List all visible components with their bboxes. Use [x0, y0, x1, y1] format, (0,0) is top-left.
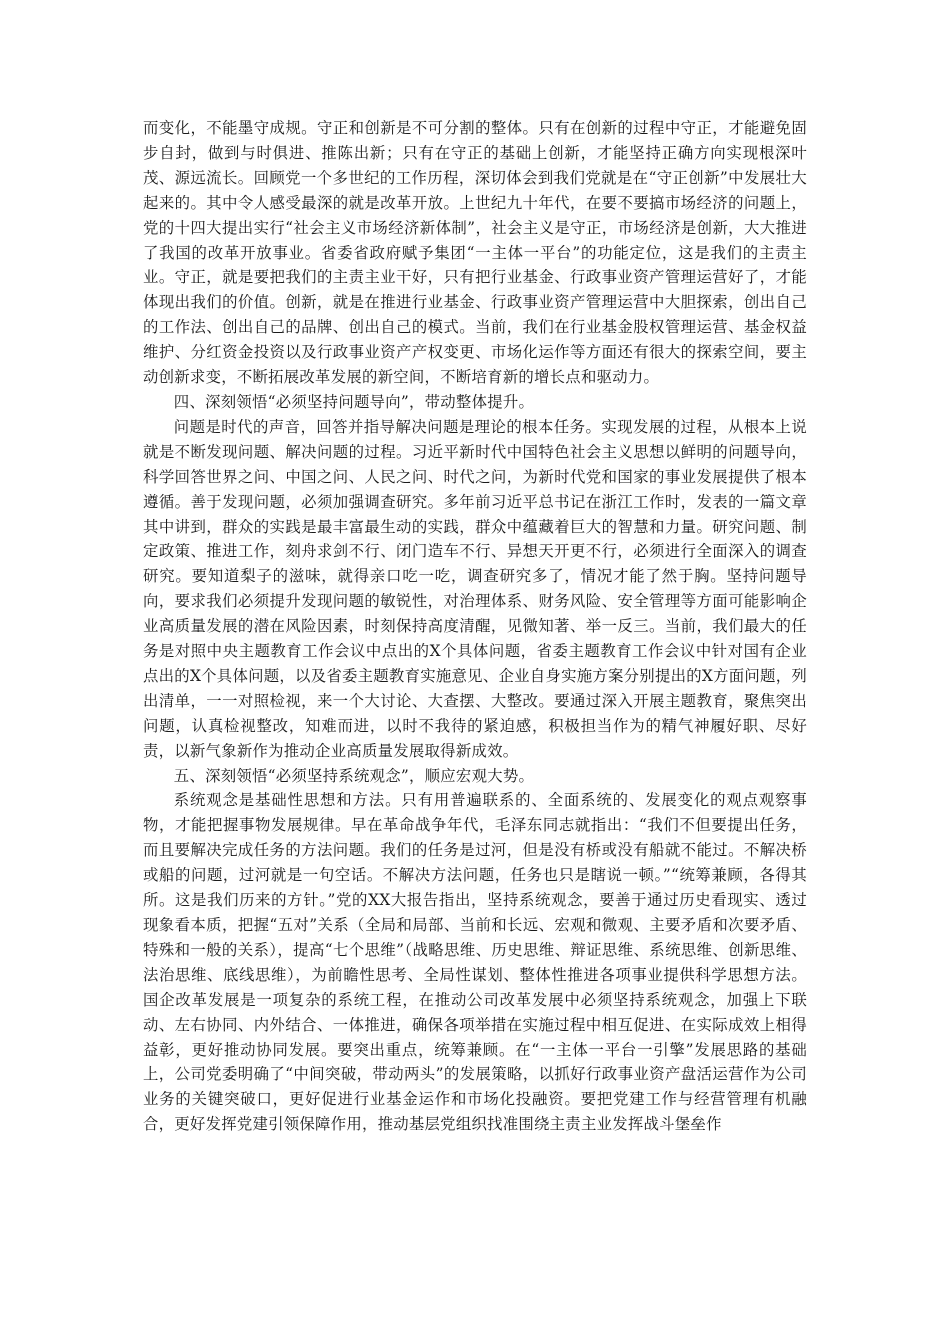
document-page — [143, 116, 807, 1137]
section-heading-five: 五、深刻领悟“必须坚持系统观念”，顺应宏观大势。 — [173, 766, 535, 785]
body-paragraph-continued: 而变化，不能墨守成规。守正和创新是不可分割的整体。只有在创新的过程中守正，才能避免固步自封，做到与时俱进、推陈出新；只有在守正的基础上创新，才能坚持正确方向实现根深叶茂、源远流长。回顾党一个多世纪的工作历程，深切体会到我们党就是在“守正创新”中发展壮大起来的。其中令人感受最深的就是改革开放。上世纪九十年代，在要不要搞市场经济的问题上，党的十四大提出实行“社会主义市场经济新体制”，社会主义是守正，市场经济是创新，大大推进了我国的改革开放事业。省委省政府赋予集团“一主体一平台”的功能定位，这是我们的主责主业。守正，就是要把我们的主责主业干好，只有把行业基金、行政事业资产管理运营好了，才能体现出我们的价值。创新，就是在推进行业基金、行政事业资产管理运营中大胆探索，创出自己的工作法、创出自己的品牌、创出自己的模式。当前，我们在行业基金股权管理运营、基金权益维护、分红资金投资以及行政事业资产产权变更、市场化运作等方面还有很大的探索空间，要主动创新求变，不断拓展改革发展的新空间，不断培育新的增长点和驱动力。 — [143, 119, 807, 387]
section-heading-four: 四、深刻领悟“必须坚持问题导向”，带动整体提升。 — [173, 392, 535, 411]
body-paragraph-system-concept: 系统观念是基础性思想和方法。只有用普遍联系的、全面系统的、发展变化的观点观察事物，才能把握事物发展规律。早在革命战争年代，毛泽东同志就指出：“我们不但要提出任务，而且要解决完成任务的方法问题。我们的任务是过河，但是没有桥或没有船就不能过。不解决桥或船的问题，过河就是一句空话。不解决方法问题，任务也只是瞎说一顿。”“统筹兼顾，各得其所。这是我们历来的方针。”党的XX大报告指出，坚持系统观念，要善于通过历史看现实、透过现象看本质，把握“五对”关系（全局和局部、当前和长远、宏观和微观、主要矛盾和次要矛盾、特殊和一般的关系），提高“七个思维”（战略思维、历史思维、辩证思维、系统思维、创新思维、法治思维、底线思维），为前瞻性思考、全局性谋划、整体性推进各项事业提供科学思想方法。国企改革发展是一项复杂的系统工程，在推动公司改革发展中必须坚持系统观念，加强上下联动、左右协同、内外结合、一体推进，确保各项举措在实施过程中相互促进、在实际成效上相得益彰，更好推动协同发展。要突出重点，统筹兼顾。在“一主体一平台一引擎”发展思路的基础上，公司党委明确了“中间突破，带动两头”的发展策略，以抓好行政事业资产盘活运营作为公司业务的关键突破口，更好促进行业基金运作和市场化投融资。要把党建工作与经营管理有机融合，更好发挥党建引领保障作用，推动基层党组织找准围绕主责主业发挥战斗堡垒作 — [143, 791, 807, 1134]
body-paragraph-problem-orientation: 问题是时代的声音，回答并指导解决问题是理论的根本任务。实现发展的过程，从根本上说就是不断发现问题、解决问题的过程。习近平新时代中国特色社会主义思想以鲜明的问题导向，科学回答世界之问、中国之问、人民之问、时代之问，为新时代党和国家的事业发展提供了根本遵循。善于发现问题，必须加强调查研究。多年前习近平总书记在浙江工作时，发表的一篇文章其中讲到，群众的实践是最丰富最生动的实践，群众中蕴藏着巨大的智慧和力量。研究问题、制定政策、推进工作，刻舟求剑不行、闭门造车不行、异想天开更不行，必须进行全面深入的调查研究。要知道梨子的滋味，就得亲口吃一吃，调查研究多了，情况才能了然于胸。坚持问题导向，要求我们必须提升发现问题的敏锐性，对治理体系、财务风险、安全管理等方面可能影响企业高质量发展的潜在风险因素，时刻保持高度清醒，见微知著、举一反三。当前，我们最大的任务是对照中央主题教育工作会议中点出的X个具体问题，省委主题教育工作会议中针对国有企业点出的X个具体问题，以及省委主题教育实施意见、企业自身实施方案分别提出的X方面问题，列出清单，一一对照检视，来一个大讨论、大查摆、大整改。要通过深入开展主题教育，聚焦突出问题，认真检视整改，知难而进，以时不我待的紧迫感，积极担当作为的精气神履好职、尽好责，以新气象新作为推动企业高质量发展取得新成效。 — [143, 417, 807, 760]
